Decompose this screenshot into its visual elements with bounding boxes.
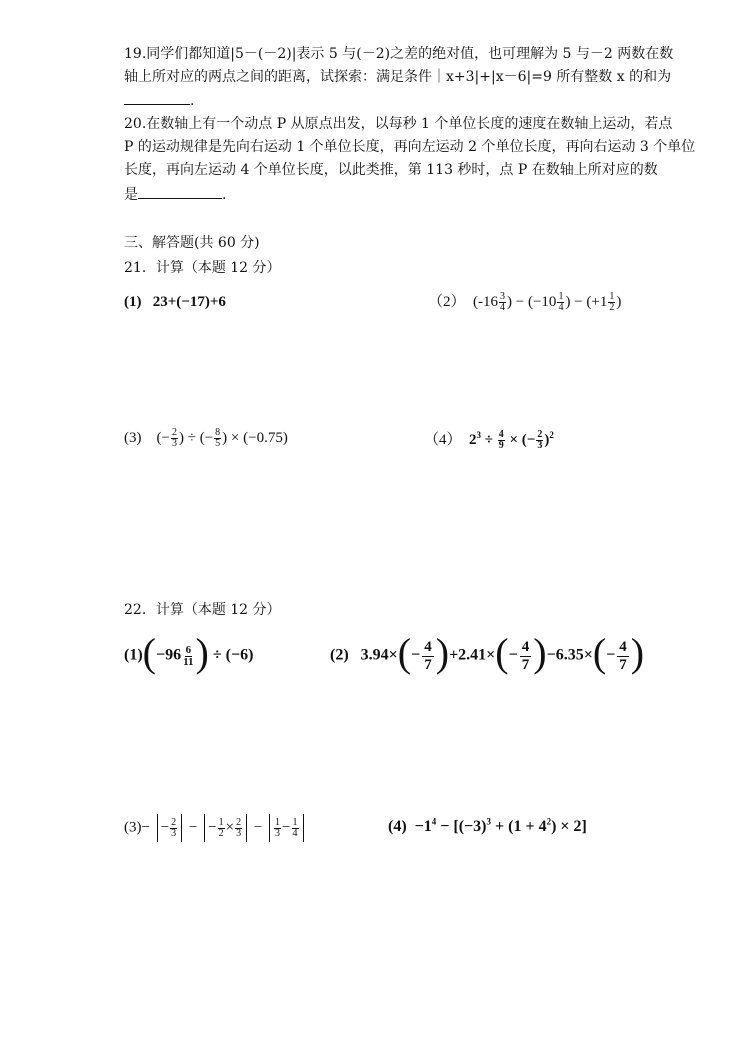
frac-den: 3 [537,440,543,452]
neg-sign: − [508,646,518,664]
q21-part1 [124,294,226,311]
q22-part2 [330,630,645,676]
abs-bar [181,814,182,842]
minus-sign: − [188,819,198,836]
q22-p4-label: (4) [388,818,407,835]
exponent: 2 [546,816,552,827]
q21-p4-label: （4） [424,432,462,448]
frac-num: 4 [521,638,530,655]
q21-p2-seg-b: ) − (−10 [507,294,557,310]
q21-p2-seg-c: ) − (+1 [565,294,608,310]
q22-p4-seg-a: −1 [414,818,432,835]
frac-den: 2 [218,827,224,839]
q21-part3 [124,428,288,449]
frac-den: 7 [521,656,530,673]
q21-p4-seg-c: × (− [505,432,536,448]
frac-num: 1 [609,291,615,303]
q21-p3-label: (3) [124,429,142,446]
q20-line4 [124,184,226,205]
neg-sign: − [606,646,616,664]
frac-den: 2 [609,302,615,314]
exponent: 2 [549,430,554,440]
q21-p1-label: (1) [124,294,142,310]
frac-den: 4 [500,302,506,314]
q21-p4-seg-b: ÷ [481,432,497,448]
frac-num: 4 [424,638,432,655]
abs-bar [269,814,270,842]
q22-p2-coef2: +2.41× [449,646,496,664]
frac-num: 2 [236,816,242,828]
neg-sign: − [411,646,421,664]
exponent: 3 [476,430,482,440]
frac-num: 4 [619,638,627,655]
abs-bar [303,814,304,842]
open-paren: ( [592,630,607,675]
close-paren: ) [435,630,450,675]
abs-bar [246,814,247,842]
times-sign: × [225,819,235,836]
frac-num: 4 [498,429,504,441]
frac-num: 1 [558,291,564,303]
q20-line3: 长度，再向左运动 4 个单位长度，以此类推，第 113 秒时，点 P 在数轴上所对应的数 [124,162,658,178]
q21-p1-expr: 23+(−17)+6 [152,294,226,310]
frac-num: 1 [292,816,298,828]
frac-den: 3 [236,827,242,839]
q22-p1-rest: ÷ (−6) [212,646,254,664]
frac-den: 9 [498,440,504,452]
q22-p1-label: (1) [124,646,143,664]
q20-line1: 20.在数轴上有一个动点 P 从原点出发，以每秒 1 个单位长度的速度在数轴上运动，若点 [124,116,673,132]
q22-p1-whole: −96 [155,646,182,664]
q22-p3-label: (3)− [124,819,150,836]
close-paren: ) [195,630,209,675]
q20-end: . [222,187,227,203]
q19-answer-blank[interactable] [124,90,190,105]
frac-num: 8 [215,427,221,438]
q22-p4-seg-d: ) × 2] [551,818,587,835]
q19-line1: 19.同学们都知道|5－(－2)|表示 5 与(－2)之差的绝对值，也可理解为 5 与－2 两数在数 [124,46,674,62]
q21-p4-seg-d: ) [544,432,550,448]
q19-end: . [190,93,195,109]
close-paren: ) [630,630,645,675]
frac-num: 3 [500,291,506,303]
q21-p3-seg-b: ) ÷ (− [178,429,214,446]
q21-p4-seg-a: 2 [469,432,477,448]
frac-den: 4 [292,827,298,839]
q21-p2-seg-a: (-16 [473,294,499,310]
close-paren: ) [533,630,547,675]
frac-num: 6 [185,643,192,656]
frac-num: 2 [171,427,177,438]
exponent: 4 [431,816,437,827]
q22-p2-coef1: 3.94× [360,646,398,664]
frac-num: 1 [218,816,224,828]
frac-den: 11 [183,655,194,668]
frac-num: 2 [171,816,177,828]
q22-part3 [124,814,307,842]
q20-prefix: 是 [124,187,138,203]
open-paren: ( [495,630,509,675]
neg-sign: − [208,819,217,836]
q22-part4 [388,818,587,836]
frac-den: 5 [215,438,221,449]
frac-den: 7 [424,656,432,673]
q19-line2: 轴上所对应的两点之间的距离，试探索：满足条件｜x+3|+|x－6|=9 所有整数 x 的和为 [124,69,672,85]
frac-den: 7 [619,656,627,673]
q22-p2-label: (2) [330,646,349,664]
frac-num: 2 [537,429,543,441]
abs-bar [204,814,205,842]
q22-p2-coef3: −6.35× [546,646,593,664]
q22-title: 22．计算（本题 12 分） [124,602,281,618]
q21-p3-seg-a: (− [156,429,170,446]
q22-p4-seg-c: + (1 + 4 [491,818,547,835]
open-paren: ( [142,630,156,675]
q19-line3 [124,90,194,111]
open-paren: ( [397,630,412,675]
q22-p4-seg-b: − [(−3) [436,818,487,835]
frac-den: 4 [558,302,564,314]
q21-title: 21．计算（本题 12 分） [124,260,281,276]
section-heading: 三、解答题(共 60 分) [124,235,260,251]
q21-p2-seg-d: ) [616,294,622,310]
frac-den: 3 [171,827,177,839]
q20-line2: P 的运动规律是先向右运动 1 个单位长度，再向左运动 2 个单位长度，再向右运动 3 个单位 [124,139,696,155]
q21-p3-seg-c: ) × (−0.75) [222,429,288,446]
exponent: 3 [486,816,491,827]
q21-part2 [428,290,621,313]
q20-answer-blank[interactable] [138,184,222,199]
neg-sign: − [160,819,170,836]
q21-p2-label: （2） [428,294,466,310]
minus-sign: − [253,819,263,836]
abs-bar [157,814,158,842]
frac-den: 3 [171,438,177,449]
q21-part4 [424,428,554,451]
frac-den: 3 [275,827,281,839]
minus-sign: − [282,819,291,836]
q22-part1 [124,630,254,676]
frac-num: 1 [275,816,281,828]
